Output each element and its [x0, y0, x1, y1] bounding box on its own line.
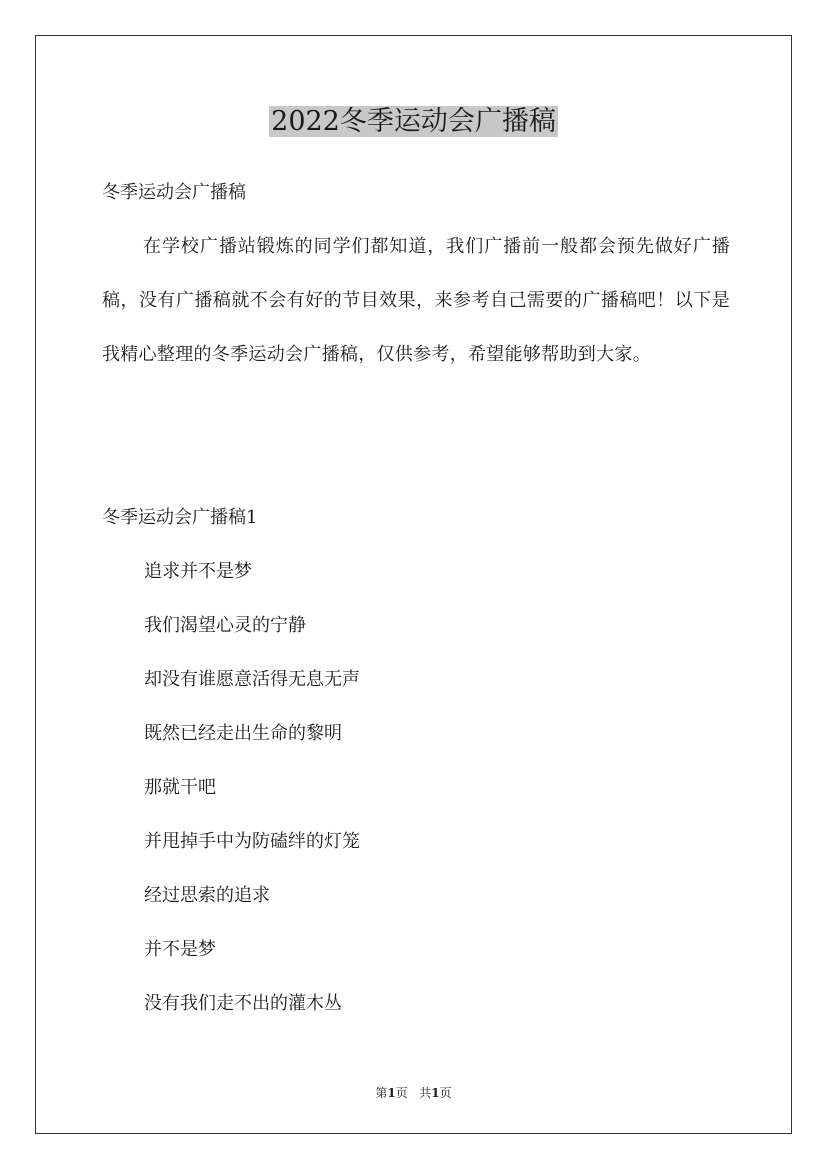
total-pages: 1 [431, 1086, 440, 1100]
intro-paragraph: 在学校广播站锻炼的同学们都知道，我们广播前一般都会预先做好广播稿，没有广播稿就不会有好的节目效果，来参考自己需要的广播稿吧！以下是我精心整理的冬季运动会广播稿，仅供参考，希望能够帮助到大家。 [102, 236, 730, 365]
poem-line: 经过思索的追求 [144, 885, 270, 906]
page-number: 1 [387, 1086, 396, 1100]
poem-line: 却没有谁愿意活得无息无声 [144, 669, 360, 690]
poem-line: 我们渴望心灵的宁静 [144, 615, 306, 636]
poem-line: 并甩掉手中为防磕绊的灯笼 [144, 831, 360, 852]
document-subtitle: 冬季运动会广播稿 [102, 182, 246, 203]
page-unit: 页 [395, 1086, 408, 1100]
poem-line: 追求并不是梦 [144, 561, 252, 582]
document-title-block [0, 102, 827, 142]
page-footer [0, 1084, 827, 1102]
poem-line: 并不是梦 [144, 939, 216, 960]
document-title: 2022冬季运动会广播稿 [271, 106, 556, 137]
section-heading: 冬季运动会广播稿1 [102, 507, 258, 528]
total-prefix: 共 [419, 1086, 432, 1100]
poem-line: 没有我们走不出的灌木丛 [144, 993, 342, 1014]
poem-line: 那就干吧 [144, 777, 216, 798]
total-unit: 页 [439, 1086, 452, 1100]
poem-line: 既然已经走出生命的黎明 [144, 723, 342, 744]
page-prefix: 第 [375, 1086, 388, 1100]
